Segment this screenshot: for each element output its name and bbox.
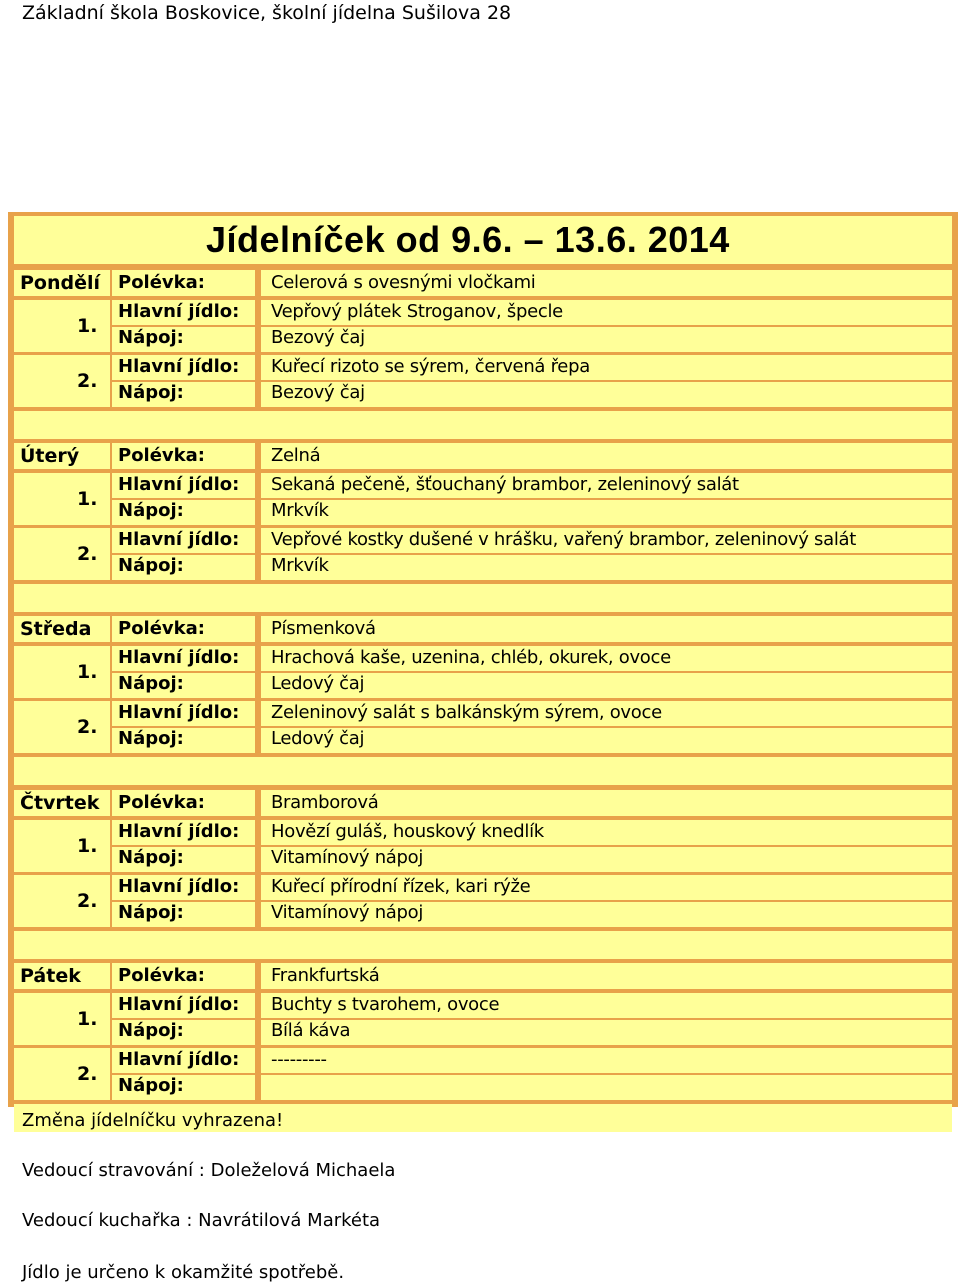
cell-bg (261, 500, 952, 525)
main-dish-label: Hlavní jídlo: (118, 647, 240, 668)
cell-bg (261, 1075, 952, 1100)
drink: Mrkvík (271, 500, 329, 521)
main-dish: --------- (271, 1049, 327, 1070)
drink-label: Nápoj: (118, 673, 184, 694)
main-dish-label: Hlavní jídlo: (118, 702, 240, 723)
day-name: Středa (20, 618, 92, 640)
drink-label: Nápoj: (118, 1075, 184, 1096)
main-dish: Sekaná pečeně, šťouchaný brambor, zeleninový salát (271, 474, 739, 495)
main-dish: Kuřecí rizoto se sýrem, červená řepa (271, 356, 590, 377)
drink: Ledový čaj (271, 673, 365, 694)
drink-label: Nápoj: (118, 728, 184, 749)
spacer-row (14, 411, 952, 439)
option-number: 1. (77, 315, 98, 337)
main-dish: Hrachová kaše, uzenina, chléb, okurek, ovoce (271, 647, 671, 668)
option-number: 1. (77, 661, 98, 683)
spacer-row (14, 584, 952, 612)
main-dish: Hovězí guláš, houskový knedlík (271, 821, 544, 842)
drink-label: Nápoj: (118, 1020, 184, 1041)
spacer-row (14, 757, 952, 785)
main-dish: Kuřecí přírodní řízek, kari rýže (271, 876, 531, 897)
soup-label: Polévka: (118, 618, 205, 639)
soup-label: Polévka: (118, 272, 205, 293)
soup-label: Polévka: (118, 445, 205, 466)
drink: Bílá káva (271, 1020, 351, 1041)
drink-label: Nápoj: (118, 902, 184, 923)
day-name: Úterý (20, 445, 80, 467)
school-name: Základní škola Boskovice, školní jídelna Sušilova 28 (22, 2, 512, 24)
option-number: 1. (77, 1008, 98, 1030)
menu-title: Jídelníček od 9.6. – 13.6. 2014 (206, 219, 730, 260)
soup-name: Frankfurtská (271, 965, 380, 986)
drink: Vitamínový nápoj (271, 902, 424, 923)
drink-label: Nápoj: (118, 327, 184, 348)
spacer-row (14, 931, 952, 959)
main-dish-label: Hlavní jídlo: (118, 356, 240, 377)
main-dish: Buchty s tvarohem, ovoce (271, 994, 500, 1015)
soup-name: Bramborová (271, 792, 379, 813)
cell-bg (261, 443, 952, 469)
main-dish: Vepřový plátek Stroganov, špecle (271, 301, 563, 322)
main-dish-label: Hlavní jídlo: (118, 821, 240, 842)
day-name: Pondělí (20, 272, 101, 294)
option-number: 1. (77, 488, 98, 510)
option-number: 2. (77, 1063, 98, 1085)
main-dish-label: Hlavní jídlo: (118, 474, 240, 495)
cell-bg (261, 1048, 952, 1073)
cell-bg (261, 673, 952, 698)
option-number: 2. (77, 543, 98, 565)
main-dish-label: Hlavní jídlo: (118, 994, 240, 1015)
cell-bg (261, 728, 952, 753)
soup-name: Písmenková (271, 618, 376, 639)
drink-label: Nápoj: (118, 555, 184, 576)
catering-manager: Vedoucí stravování : Doleželová Michaela (22, 1160, 396, 1181)
main-dish-label: Hlavní jídlo: (118, 301, 240, 322)
option-number: 2. (77, 890, 98, 912)
day-name: Pátek (20, 965, 81, 987)
soup-name: Zelná (271, 445, 321, 466)
main-dish-label: Hlavní jídlo: (118, 529, 240, 550)
cell-bg (261, 1020, 952, 1045)
soup-label: Polévka: (118, 965, 205, 986)
drink-label: Nápoj: (118, 847, 184, 868)
drink: Ledový čaj (271, 728, 365, 749)
drink: Bezový čaj (271, 382, 365, 403)
option-number: 2. (77, 370, 98, 392)
soup-label: Polévka: (118, 792, 205, 813)
main-dish: Zeleninový salát s balkánským sýrem, ovoce (271, 702, 662, 723)
main-dish-label: Hlavní jídlo: (118, 1049, 240, 1070)
consumption-notice: Jídlo je určeno k okamžité spotřebě. (22, 1262, 345, 1283)
drink: Bezový čaj (271, 327, 365, 348)
option-number: 1. (77, 835, 98, 857)
drink-label: Nápoj: (118, 500, 184, 521)
main-dish: Vepřové kostky dušené v hrášku, vařený brambor, zeleninový salát (271, 529, 857, 550)
main-dish-label: Hlavní jídlo: (118, 876, 240, 897)
soup-name: Celerová s ovesnými vločkami (271, 272, 536, 293)
change-notice: Změna jídelníčku vyhrazena! (22, 1110, 284, 1131)
option-number: 2. (77, 716, 98, 738)
day-name: Čtvrtek (20, 792, 100, 814)
head-cook: Vedoucí kuchařka : Navrátilová Markéta (22, 1210, 381, 1231)
drink: Mrkvík (271, 555, 329, 576)
cell-bg (261, 555, 952, 580)
drink-label: Nápoj: (118, 382, 184, 403)
drink: Vitamínový nápoj (271, 847, 424, 868)
